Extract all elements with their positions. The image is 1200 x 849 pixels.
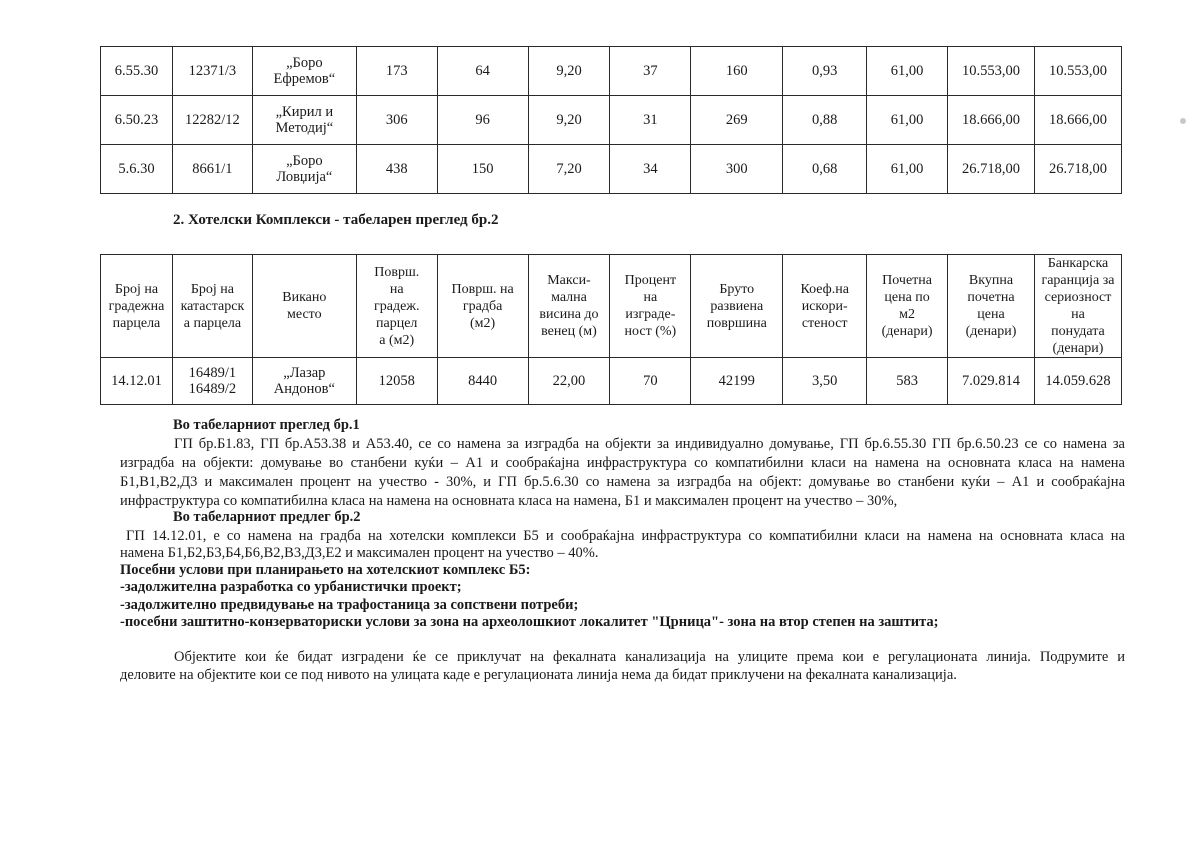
table-cell: 300 <box>691 145 783 194</box>
table-2-header-row <box>101 255 1122 358</box>
table-cell: „Боро Ловџија“ <box>252 145 356 194</box>
table-cell: 269 <box>691 96 783 145</box>
column-header: Макси- мална висина до венец (м) <box>528 255 610 358</box>
table-cell: 0,93 <box>783 47 867 96</box>
table-cell: 96 <box>437 96 528 145</box>
table-cell: 16489/1 16489/2 <box>172 358 252 405</box>
table-2-body <box>101 358 1122 405</box>
special-conditions-heading: Посебни услови при планирањето на хотелскиот комплекс Б5: <box>120 562 531 578</box>
column-header: Коеф.на искори- стеност <box>783 255 867 358</box>
table-cell: 10.553,00 <box>1034 47 1121 96</box>
table-cell: 70 <box>610 358 691 405</box>
condition-3: -посебни заштитно-конзерваториски услови за зона на археолошкиот локалитет "Црница"- зона на втор степен на заштита; <box>120 614 939 630</box>
table-cell: 6.50.23 <box>101 96 173 145</box>
para2-line-2: намена Б1,Б2,Б3,Б4,Б6,В2,В3,Д3,Е2 и максимален процент на учество – 40%. <box>120 545 599 561</box>
para3-line-2: деловите на објектите кои се под нивото на улицата каде е регулационата линија нема да бидат приклучени на фекалната канализација. <box>120 667 957 683</box>
column-header: Број на градежна парцела <box>101 255 173 358</box>
table-cell: 3,50 <box>783 358 867 405</box>
table-2-title: 2. Хотелски Комплекси - табеларен преглед бр.2 <box>173 212 499 228</box>
table-row <box>101 47 1122 96</box>
condition-2: -задолжително предвидување на трафостаница за сопствени потреби; <box>120 597 579 613</box>
table-cell: 0,88 <box>783 96 867 145</box>
table-cell: „Боро Ефремов“ <box>252 47 356 96</box>
table-cell: 8440 <box>437 358 528 405</box>
table-cell: 306 <box>356 96 437 145</box>
table-cell: 5.6.30 <box>101 145 173 194</box>
table-cell: 34 <box>610 145 691 194</box>
table-cell: 18.666,00 <box>948 96 1035 145</box>
column-header: Вкупна почетна цена (денари) <box>948 255 1035 358</box>
table-cell: 26.718,00 <box>948 145 1035 194</box>
table-cell: 8661/1 <box>172 145 252 194</box>
table-cell: 31 <box>610 96 691 145</box>
table-cell: 22,00 <box>528 358 610 405</box>
table-cell: 0,68 <box>783 145 867 194</box>
column-header: Површ. на градеж. парцел а (м2) <box>356 255 437 358</box>
para2-line-1: ГП 14.12.01, е со намена на градба на хотелски комплекси Б5 и сообраќајна инфраструктура со компатибилни класи на намена на основната класа на <box>126 528 1125 544</box>
table-cell: 9,20 <box>528 96 610 145</box>
table-cell: „Лазар Андонов“ <box>252 358 356 405</box>
scan-mark <box>1180 118 1186 124</box>
table-cell: 64 <box>437 47 528 96</box>
table-cell: „Кирил и Методиј“ <box>252 96 356 145</box>
table-1 <box>100 46 1122 194</box>
para3-line-1: Објектите кои ќе бидат изградени ќе се приклучат на фекалната канализација на улиците према кои е регулационата линија. Подрумите и <box>174 649 1125 665</box>
column-header: Процент на изграде- ност (%) <box>610 255 691 358</box>
table-cell: 12282/12 <box>172 96 252 145</box>
table-cell: 150 <box>437 145 528 194</box>
table-row <box>101 358 1122 405</box>
table-cell: 12371/3 <box>172 47 252 96</box>
table-cell: 18.666,00 <box>1034 96 1121 145</box>
table-cell: 438 <box>356 145 437 194</box>
table-cell: 10.553,00 <box>948 47 1035 96</box>
table-2 <box>100 254 1122 405</box>
table-cell: 14.12.01 <box>101 358 173 405</box>
para1-line-3: Б1,В1,В2,Д3 и максимален процент на учество - 30%, и ГП бр.5.6.30 со намена за изградба на објект: домување во станбени куќи – А1 и сообраќајна <box>120 474 1125 490</box>
table-cell: 6.55.30 <box>101 47 173 96</box>
column-header: Број на катастарск а парцела <box>172 255 252 358</box>
table-cell: 7,20 <box>528 145 610 194</box>
table-cell: 7.029.814 <box>948 358 1035 405</box>
column-header: Почетна цена по м2 (денари) <box>867 255 948 358</box>
condition-1: -задолжителна разработка со урбанистички проект; <box>120 579 462 595</box>
table-1-body <box>101 47 1122 194</box>
table-cell: 61,00 <box>867 145 948 194</box>
table-cell: 37 <box>610 47 691 96</box>
table-cell: 583 <box>867 358 948 405</box>
notes-heading-2: Во табеларниот предлег бр.2 <box>173 509 361 525</box>
para1-line-2: изградба на објекти: домување во станбени куќи – А1 и сообраќајна инфраструктура со компатибилни класи на намена на основната класа на намена <box>120 455 1125 471</box>
para1-line-4: инфраструктура со компатибилна класа на намена на основната класа на намена, Б1 и максимален процент на учество – 30%, <box>120 493 898 509</box>
table-row <box>101 145 1122 194</box>
table-row <box>101 96 1122 145</box>
table-cell: 160 <box>691 47 783 96</box>
table-cell: 61,00 <box>867 96 948 145</box>
table-cell: 12058 <box>356 358 437 405</box>
column-header: Бруто развиена површина <box>691 255 783 358</box>
table-cell: 9,20 <box>528 47 610 96</box>
table-cell: 61,00 <box>867 47 948 96</box>
column-header: Површ. на градба (м2) <box>437 255 528 358</box>
table-cell: 42199 <box>691 358 783 405</box>
table-cell: 173 <box>356 47 437 96</box>
table-cell: 14.059.628 <box>1034 358 1121 405</box>
notes-heading-1: Во табеларниот преглед бр.1 <box>173 417 360 433</box>
column-header: Банкарска гаранција за сериозност на понудата (денари) <box>1034 255 1121 358</box>
column-header: Викано место <box>252 255 356 358</box>
table-cell: 26.718,00 <box>1034 145 1121 194</box>
para1-line-1: ГП бр.Б1.83, ГП бр.А53.38 и А53.40, се со намена за изградба на објекти за индивидуално домување, ГП бр.6.55.30 ГП бр.6.50.23 се со намена за <box>174 436 1125 452</box>
